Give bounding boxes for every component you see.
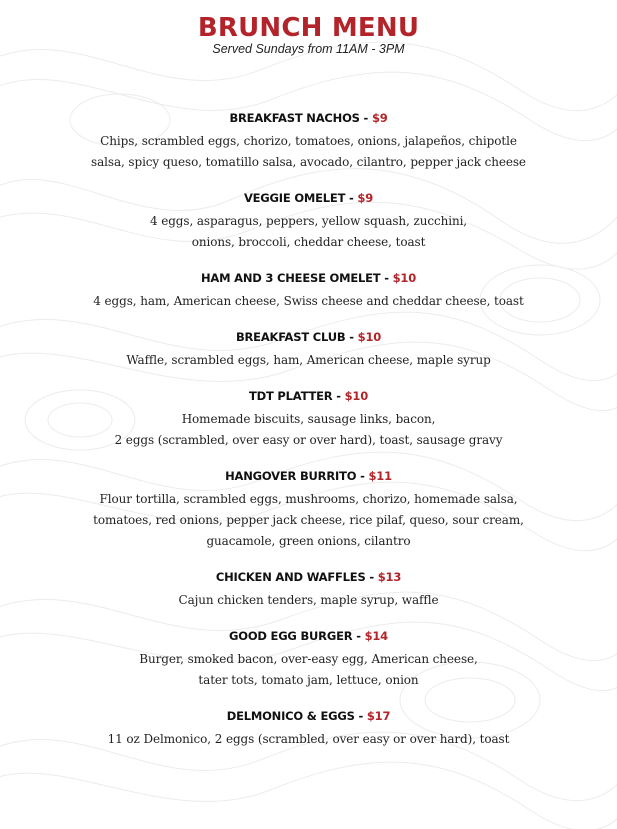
menu-item-separator: - xyxy=(356,469,369,483)
menu-item-price: $17 xyxy=(366,709,391,723)
menu-item-name: CHICKEN AND WAFFLES xyxy=(215,570,366,584)
menu-item-name: DELMONICO & EGGS xyxy=(226,709,355,723)
menu-item-description-line: 4 eggs, asparagus, peppers, yellow squash, zucchini, xyxy=(149,214,468,228)
menu-item-name: HANGOVER BURRITO xyxy=(225,469,357,483)
menu-item-description xyxy=(0,409,617,451)
menu-item-heading xyxy=(0,271,617,286)
menu-item-heading xyxy=(0,389,617,404)
menu-item-heading xyxy=(0,570,617,585)
menu-item-price: $10 xyxy=(392,271,417,285)
menu-item-heading xyxy=(0,709,617,724)
menu-item-description xyxy=(0,211,617,253)
menu-item-description-line: 11 oz Delmonico, 2 eggs (scrambled, over easy or over hard), toast xyxy=(107,732,510,746)
menu-item-heading xyxy=(0,469,617,484)
menu-item-separator: - xyxy=(365,570,378,584)
menu-item-description xyxy=(0,350,617,371)
menu-item-description-line: onions, broccoli, cheddar cheese, toast xyxy=(191,235,426,249)
menu-item xyxy=(0,570,617,611)
menu-item-description-line: tater tots, tomato jam, lettuce, onion xyxy=(198,673,419,687)
menu-item-description-line: 4 eggs, ham, American cheese, Swiss cheese and cheddar cheese, toast xyxy=(93,294,524,308)
menu-item-separator: - xyxy=(345,191,358,205)
menu-item-description-line: Waffle, scrambled eggs, ham, American cheese, maple syrup xyxy=(126,353,491,367)
menu-item-separator: - xyxy=(380,271,393,285)
menu-item-name: GOOD EGG BURGER xyxy=(229,629,353,643)
menu-item xyxy=(0,629,617,691)
menu-item-description-line: Flour tortilla, scrambled eggs, mushrooms, chorizo, homemade salsa, xyxy=(99,492,518,506)
menu-item-heading xyxy=(0,191,617,206)
menu-item-name: VEGGIE OMELET xyxy=(243,191,346,205)
menu-item-description-line: tomatoes, red onions, pepper jack cheese, rice pilaf, queso, sour cream, xyxy=(93,513,524,527)
menu-item-separator: - xyxy=(359,111,372,125)
page-title: BRUNCH MENU xyxy=(197,13,420,43)
menu-item-price: $13 xyxy=(377,570,402,584)
menu-item-price: $9 xyxy=(371,111,388,125)
menu-item-description-line: 2 eggs (scrambled, over easy or over hard), toast, sausage gravy xyxy=(114,433,503,447)
menu-item-separator: - xyxy=(345,330,358,344)
menu-item-description xyxy=(0,649,617,691)
menu-item xyxy=(0,469,617,552)
menu-item-description-line: Homemade biscuits, sausage links, bacon, xyxy=(181,412,436,426)
menu-item-description xyxy=(0,131,617,173)
menu-item xyxy=(0,709,617,750)
menu-item-name: TDT PLATTER xyxy=(248,389,333,403)
menu-item-price: $9 xyxy=(357,191,374,205)
menu-item-price: $11 xyxy=(368,469,392,483)
menu-item-separator: - xyxy=(352,629,365,643)
menu-item-name: BREAKFAST CLUB xyxy=(235,330,346,344)
menu-item-description xyxy=(0,291,617,312)
menu-item xyxy=(0,271,617,312)
menu-item-description-line: Burger, smoked bacon, over-easy egg, American cheese, xyxy=(139,652,478,666)
menu-item-description xyxy=(0,729,617,750)
menu-item-heading xyxy=(0,111,617,126)
menu-item-price: $10 xyxy=(357,330,382,344)
menu-item-separator: - xyxy=(354,709,367,723)
menu-item-price: $10 xyxy=(344,389,369,403)
page-subtitle: Served Sundays from 11AM - 3PM xyxy=(212,42,405,56)
menu-items-list xyxy=(0,111,617,750)
menu-item-description-line: salsa, spicy queso, tomatillo salsa, avocado, cilantro, pepper jack cheese xyxy=(91,155,526,169)
menu-item-price: $14 xyxy=(364,629,388,643)
menu-item xyxy=(0,389,617,451)
menu-item-description xyxy=(0,489,617,552)
menu-item-description xyxy=(0,590,617,611)
menu-item-description-line: Chips, scrambled eggs, chorizo, tomatoes, onions, jalapeños, chipotle xyxy=(100,134,517,148)
menu-item xyxy=(0,111,617,173)
menu-item-description-line: Cajun chicken tenders, maple syrup, waffle xyxy=(178,593,439,607)
menu-item-name: BREAKFAST NACHOS xyxy=(229,111,360,125)
menu-item-separator: - xyxy=(332,389,345,403)
menu-item-heading xyxy=(0,629,617,644)
menu-item-heading xyxy=(0,330,617,345)
menu-item-name: HAM AND 3 CHEESE OMELET xyxy=(200,271,381,285)
menu-item xyxy=(0,191,617,253)
menu-item-description-line: guacamole, green onions, cilantro xyxy=(206,534,411,548)
menu-item xyxy=(0,330,617,371)
